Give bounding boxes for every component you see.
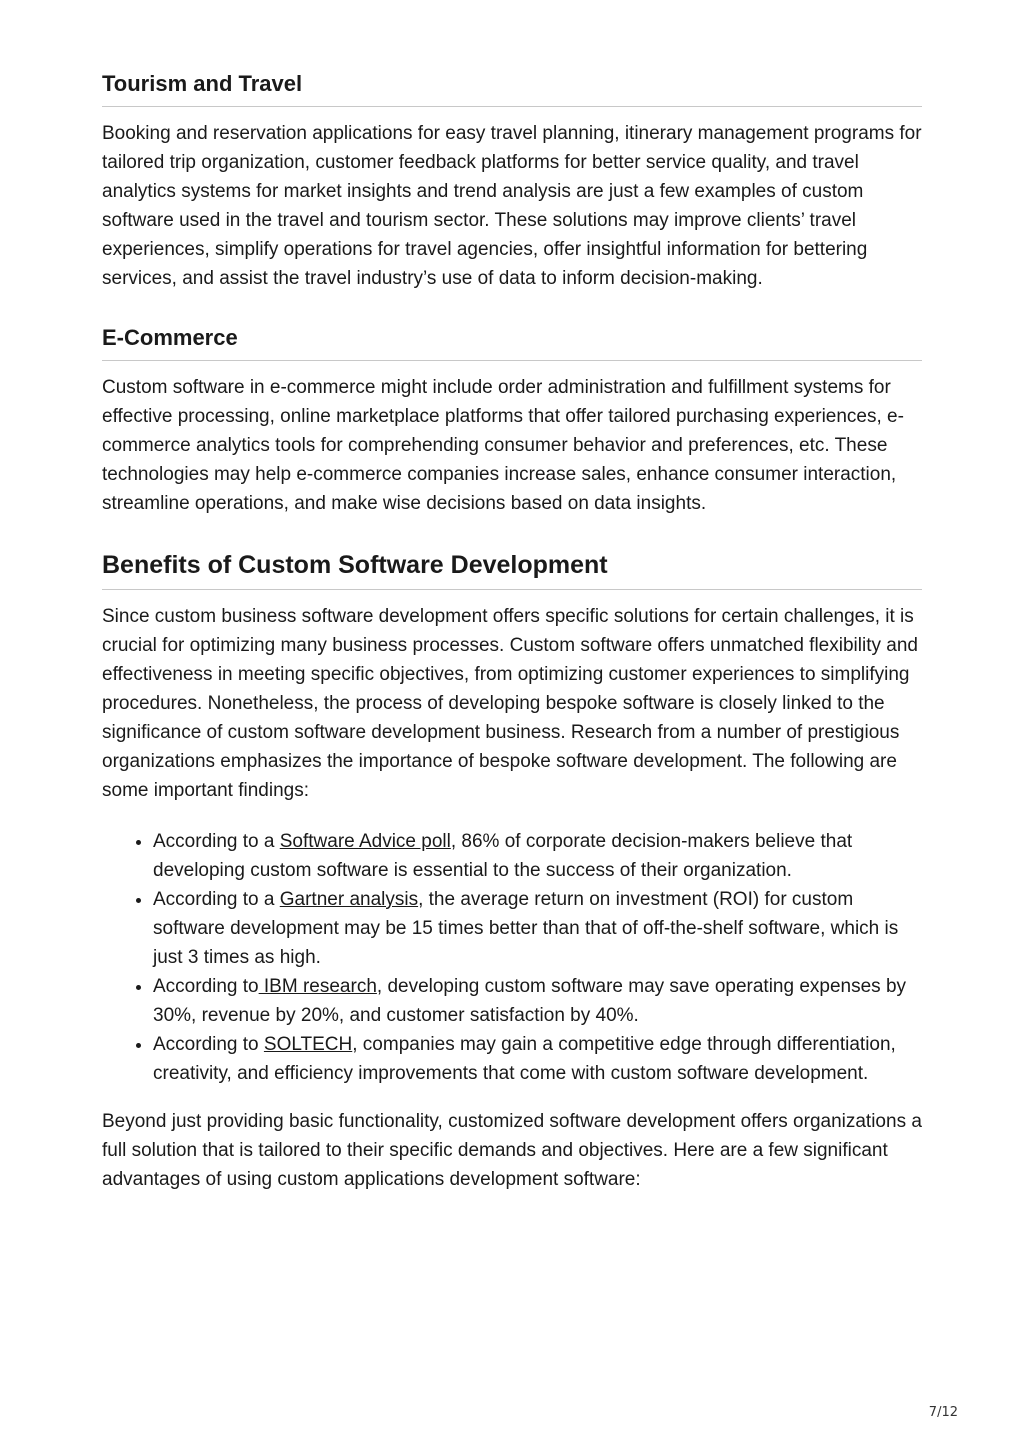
finding-text: , 86% of corporate decision-makers believe that developing custom software is essential to the success of their organization. xyxy=(153,831,853,881)
finding-prefix: According to a xyxy=(153,889,280,910)
finding-text: , the average return on investment (ROI) for custom software development may be 15 times better than that of off-the-shelf software, which is just 3 times as high. xyxy=(153,889,899,968)
benefits-heading: Benefits of Custom Software Development xyxy=(102,549,922,590)
gartner-analysis-link[interactable]: Gartner analysis xyxy=(279,889,419,910)
finding-prefix: According to xyxy=(153,976,259,997)
finding-prefix: According to a xyxy=(153,831,280,852)
findings-list xyxy=(102,827,922,1088)
soltech-link[interactable]: SOLTECH xyxy=(263,1034,353,1055)
section-tourism-travel xyxy=(102,70,922,293)
section-heading: Tourism and Travel xyxy=(102,70,922,107)
benefits-outro: Beyond just providing basic functionality, customized software development offers organizations a full solution that is tailored to their specific demands and objectives. Here are a few significant advantages of using custom applications development software: xyxy=(102,1111,922,1190)
section-body: Custom software in e-commerce might include order administration and fulfillment systems for effective processing, online marketplace platforms that offer tailored purchasing experiences, e-commerce analytics tools for comprehending consumer behavior and preferences, etc. These technologies may help e-commerce companies increase sales, enhance consumer interaction, streamline operations, and make wise decisions based on data insights. xyxy=(102,377,904,514)
section-heading: E-Commerce xyxy=(102,324,922,361)
list-item xyxy=(153,972,922,1030)
software-advice-link[interactable]: Software Advice poll xyxy=(279,831,451,852)
section-body: Booking and reservation applications for easy travel planning, itinerary management programs for tailored trip organization, customer feedback platforms for better service quality, and travel analytics systems for market insights and trend analysis are just a few examples of custom software used in the travel and tourism sector. These solutions may improve clients’ travel experiences, simplify operations for travel agencies, offer insightful information for bettering services, and assist the travel industry’s use of data to inform decision-making. xyxy=(102,123,922,289)
section-ecommerce xyxy=(102,324,922,518)
finding-prefix: According to xyxy=(153,1034,264,1055)
list-item xyxy=(153,1030,922,1088)
page-number: 7/12 xyxy=(928,1405,958,1420)
section-benefits xyxy=(102,549,922,1194)
finding-text: , developing custom software may save operating expenses by 30%, revenue by 20%, and customer satisfaction by 40%. xyxy=(153,976,907,1026)
list-item xyxy=(153,827,922,885)
list-item xyxy=(153,885,922,972)
ibm-research-link[interactable]: IBM research xyxy=(258,976,377,997)
benefits-intro: Since custom business software development offers specific solutions for certain challenges, it is crucial for optimizing many business processes. Custom software offers unmatched flexibility and effectiveness in meeting specific objectives, from optimizing customer experiences to simplifying procedures. Nonetheless, the process of developing bespoke software is closely linked to the significance of custom software development business. Research from a number of prestigious organizations emphasizes the importance of bespoke software development. The following are some important findings: xyxy=(102,606,918,801)
document-page xyxy=(102,70,922,1194)
finding-text: , companies may gain a competitive edge through differentiation, creativity, and efficiency improvements that come with custom software development. xyxy=(153,1034,896,1084)
